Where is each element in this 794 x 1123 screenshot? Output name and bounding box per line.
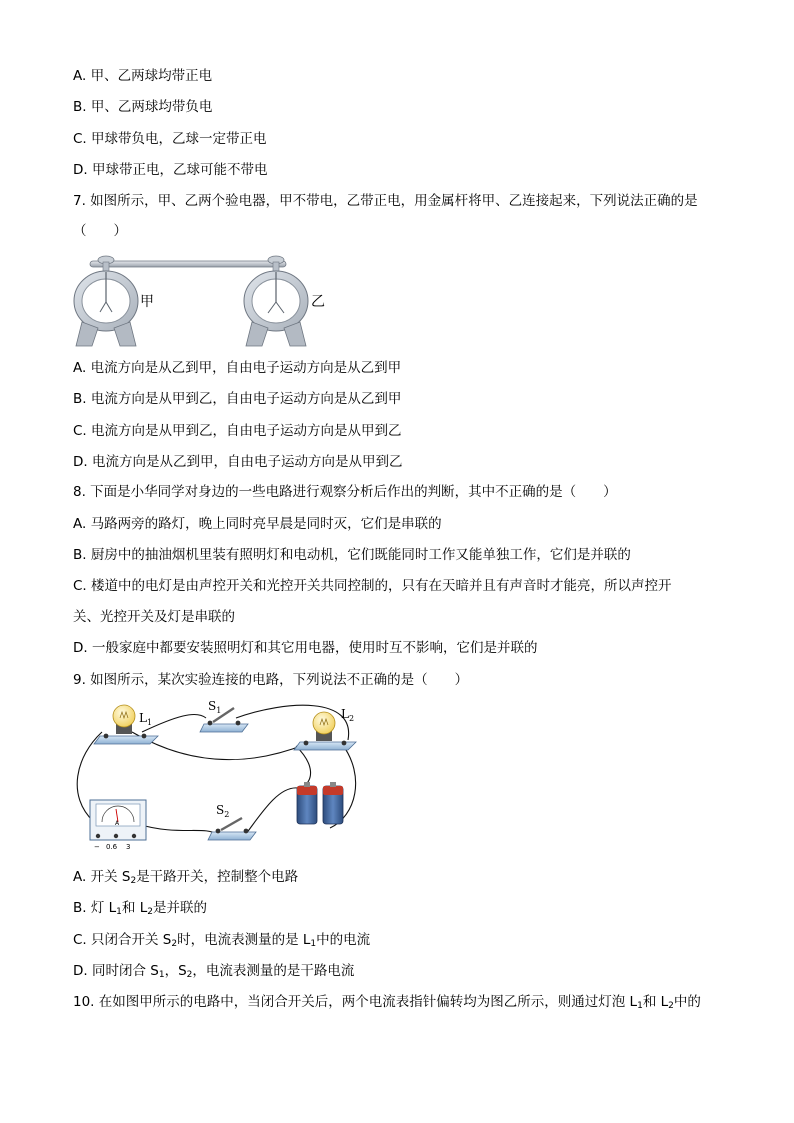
q8-option-c-cont: 关、光控开关及灯是串联的	[73, 609, 235, 625]
electroscope-right	[244, 256, 308, 346]
l1-label: $L_1$	[139, 711, 153, 727]
svg-text:−: −	[94, 843, 100, 851]
l2-label: $L_2$	[341, 707, 355, 723]
s2-label: $S_2$	[216, 803, 230, 819]
q8-option-a: A. 马路两旁的路灯，晚上同时亮早晨是同时灭，它们是串联的	[73, 516, 442, 532]
q9-option-b: B. 灯 $L_1$和 $L_2$是并联的	[73, 900, 207, 917]
label-jia: 甲	[140, 294, 154, 310]
q8-option-b: B. 厨房中的抽油烟机里装有照明灯和电动机，它们既能同时工作又能单独工作，它们是并联的	[73, 547, 631, 563]
q8-stem: 8. 下面是小华同学对身边的一些电路进行观察分析后作出的判断，其中不正确的是（ ）	[73, 484, 617, 500]
circuit-figure	[66, 696, 366, 856]
q7-answer-paren: （ ）	[73, 223, 127, 239]
q10-stem: 10. 在如图甲所示的电路中，当闭合开关后，两个电流表指针偏转均为图乙所示，则通过灯泡 $L_1$和 $L_2$中的	[73, 994, 701, 1011]
electroscope-figure	[68, 250, 338, 350]
q7-option-d: D. 电流方向是从乙到甲，自由电子运动方向是从甲到乙	[73, 454, 403, 470]
q6-option-c: C. 甲球带负电，乙球一定带正电	[73, 131, 267, 147]
q9-option-a: A. 开关 $S_2$是干路开关，控制整个电路	[73, 869, 299, 886]
q7-option-b: B. 电流方向是从甲到乙，自由电子运动方向是从乙到甲	[73, 391, 402, 407]
s1-label: $S_1$	[208, 699, 222, 715]
svg-text:A: A	[115, 820, 120, 827]
svg-text:3: 3	[126, 843, 131, 851]
q8-option-c: C. 楼道中的电灯是由声控开关和光控开关共同控制的，只有在天暗并且有声音时才能亮，所以声控开	[73, 578, 672, 594]
q7-option-c: C. 电流方向是从甲到乙，自由电子运动方向是从甲到乙	[73, 423, 402, 439]
switch-s2	[208, 818, 256, 840]
battery-pack	[297, 782, 343, 824]
metal-rod	[90, 261, 286, 267]
q8-option-d: D. 一般家庭中都要安装照明灯和其它用电器，使用时互不影响，它们是并联的	[73, 640, 538, 656]
q7-stem: 7. 如图所示，甲、乙两个验电器，甲不带电，乙带正电，用金属杆将甲、乙连接起来，下列说法正确的是	[73, 193, 698, 209]
q6-option-b: B. 甲、乙两球均带负电	[73, 99, 213, 115]
q9-stem: 9. 如图所示，某次实验连接的电路，下列说法不正确的是（ ）	[73, 672, 469, 688]
electroscope-left	[74, 256, 138, 346]
label-yi: 乙	[311, 294, 325, 310]
q7-option-a: A. 电流方向是从乙到甲，自由电子运动方向是从乙到甲	[73, 360, 402, 376]
q6-option-a: A. 甲、乙两球均带正电	[73, 68, 213, 84]
ammeter	[90, 800, 146, 851]
q9-option-d: D. 同时闭合 $S_1$，$S_2$，电流表测量的是干路电流	[73, 963, 355, 980]
svg-text:0.6: 0.6	[106, 843, 118, 851]
q6-option-d: D. 甲球带正电，乙球可能不带电	[73, 162, 268, 178]
q9-option-c: C. 只闭合开关 $S_2$时，电流表测量的是 $L_1$中的电流	[73, 932, 371, 949]
